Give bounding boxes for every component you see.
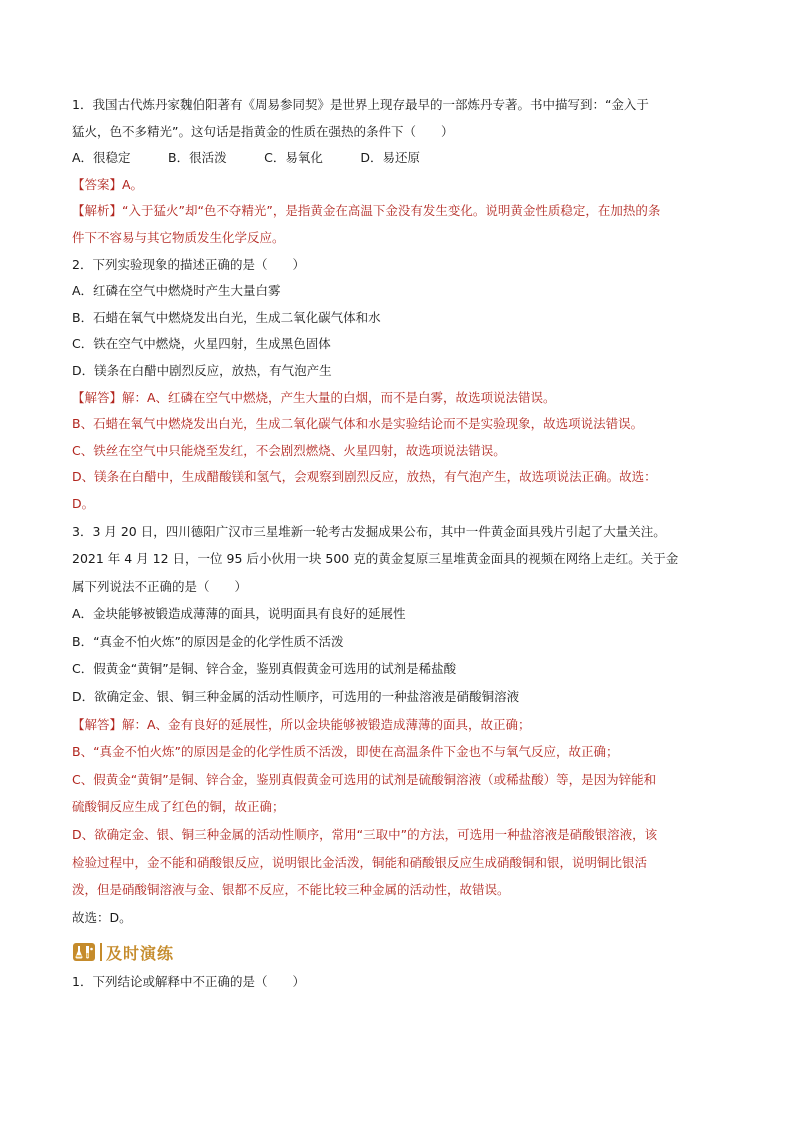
- question-1: [72, 92, 724, 252]
- analysis-line: 【解答】解：A、红磷在空气中燃烧，产生大量的白烟，而不是白雾，故选项说法错误。: [72, 389, 556, 405]
- analysis-line: B、石蜡在氧气中燃烧发出白光，生成二氧化碳气体和水是实验结论而不是实验现象，故选项说法错误。: [72, 416, 644, 432]
- option-a: A．金块能够被锻造成薄薄的面具，说明面具有良好的延展性: [72, 606, 406, 622]
- question-options: A．很稳定 B．很活泼 C．易氧化 D．易还原: [72, 150, 420, 166]
- question-stem-line: 属下列说法不正确的是（ ）: [72, 578, 248, 594]
- analysis-line: D。: [72, 495, 95, 511]
- analysis-line: D、欲确定金、银、铜三种金属的活动性顺序，常用“三取中”的方法，可选用一种盐溶液是硝酸银溶液，该: [72, 827, 658, 843]
- analysis-line: 【解析】“入于猛火”却“色不夺精光”，是指黄金在高温下金没有发生变化。说明黄金性质稳定，在加热的条: [72, 203, 661, 219]
- question-stem-line: 2021 年 4 月 12 日，一位 95 后小伙用一块 500 克的黄金复原三星堆黄金面具的视频在网络上走红。关于金: [72, 551, 679, 567]
- question-3: [72, 518, 724, 932]
- answer-choice: 故选：D。: [72, 909, 132, 925]
- question-stem-line: 1．我国古代炼丹家魏伯阳著有《周易参同契》是世界上现存最早的一部炼丹专著。书中描写到：“金入于: [72, 97, 649, 112]
- question-stem-line: 猛火，色不多精光”。这句话是指黄金的性质在强热的条件下（ ）: [72, 123, 454, 139]
- option-d: D．欲确定金、银、铜三种金属的活动性顺序，可选用的一种盐溶液是硝酸铜溶液: [72, 689, 520, 705]
- question-2: [72, 252, 724, 518]
- question-stem-line: 1．下列结论或解释中不正确的是（ ）: [72, 974, 305, 990]
- analysis-line: C、铁丝在空气中只能烧至发红，不会剧烈燃烧、火星四射，故选项说法错误。: [72, 442, 506, 458]
- analysis-line: 泼，但是硝酸铜溶液与金、银都不反应，不能比较三种金属的活动性，故错误。: [72, 882, 510, 898]
- flask-icon: [72, 941, 96, 963]
- option-b: B．“真金不怕火炼”的原因是金的化学性质不活泼: [72, 633, 344, 649]
- option-c: C．铁在空气中燃烧，火星四射，生成黑色固体: [72, 336, 331, 352]
- option-b: B．石蜡在氧气中燃烧发出白光，生成二氧化碳气体和水: [72, 309, 381, 325]
- section-header: [72, 937, 724, 967]
- analysis-line: C、假黄金“黄铜”是铜、锌合金，鉴别真假黄金可选用的试剂是硫酸铜溶液（或稀盐酸）等，是因为锌能和: [72, 771, 657, 787]
- practice-question-1: [72, 969, 724, 996]
- option-a: A．红磷在空气中燃烧时产生大量白雾: [72, 283, 281, 299]
- analysis-line: 【解答】解：A、金有良好的延展性，所以金块能够被锻造成薄薄的面具，故正确；: [72, 716, 531, 732]
- answer-line: 【答案】A。: [72, 176, 144, 192]
- question-stem-line: 2．下列实验现象的描述正确的是（ ）: [72, 256, 305, 272]
- analysis-line: D、镁条在白醋中，生成醋酸镁和氢气，会观察到剧烈反应，放热，有气泡产生，故选项说法正确。故选：: [72, 469, 657, 485]
- analysis-line: 件下不容易与其它物质发生化学反应。: [72, 229, 285, 245]
- option-c: C．假黄金“黄铜”是铜、锌合金，鉴别真假黄金可选用的试剂是稀盐酸: [72, 661, 457, 677]
- analysis-line: 检验过程中，金不能和硝酸银反应，说明银比金活泼，铜能和硝酸银反应生成硝酸铜和银，说明铜比银活: [72, 854, 648, 870]
- question-stem-line: 3．3 月 20 日，四川德阳广汉市三星堆新一轮考古发掘成果公布，其中一件黄金面具残片引起了大量关注。: [72, 523, 666, 539]
- section-divider: [100, 943, 102, 961]
- section-title: 及时演练: [106, 943, 175, 963]
- analysis-line: 硫酸铜反应生成了红色的铜，故正确；: [72, 799, 285, 815]
- analysis-line: B、“真金不怕火炼”的原因是金的化学性质不活泼，即使在高温条件下金也不与氧气反应，故正确；: [72, 744, 619, 760]
- option-d: D．镁条在白醋中剧烈反应，放热，有气泡产生: [72, 362, 332, 378]
- document-content: [72, 92, 724, 996]
